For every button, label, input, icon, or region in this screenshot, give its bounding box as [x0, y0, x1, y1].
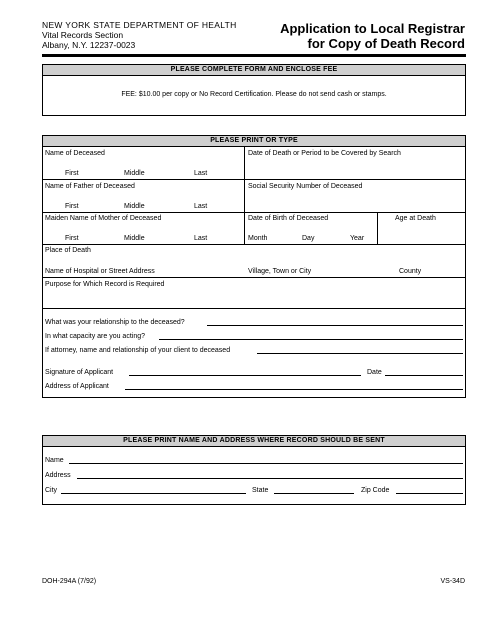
age-death-label: Age at Death — [395, 215, 436, 222]
ssn-label: Social Security Number of Deceased — [248, 183, 363, 190]
date-label: Date — [367, 369, 382, 376]
year-label: Year — [350, 235, 365, 242]
section-name: Vital Records Section — [42, 30, 124, 40]
father-name-label: Name of Father of Deceased — [45, 183, 135, 190]
county-label: County — [399, 268, 422, 275]
fee-box — [42, 64, 466, 116]
mail-address-label: Address — [45, 472, 71, 479]
grid-line — [43, 244, 465, 245]
first-name-label: First — [65, 235, 79, 242]
mail-city-field[interactable] — [61, 493, 246, 494]
place-death-label: Place of Death — [45, 247, 91, 254]
form-title-line-1: Application to Local Registrar — [280, 21, 465, 36]
relationship-field[interactable] — [207, 325, 463, 326]
first-name-label: First — [65, 170, 79, 177]
date-death-label: Date of Death or Period to be Covered by Search — [248, 150, 401, 157]
agency-header — [42, 20, 237, 50]
day-label: Day — [302, 235, 315, 242]
grid-line — [43, 179, 465, 180]
mailing-box-heading: PLEASE PRINT NAME AND ADDRESS WHERE RECORD SHOULD BE SENT — [43, 436, 465, 447]
main-box-heading: PLEASE PRINT OR TYPE — [43, 136, 465, 147]
fee-box-heading: PLEASE COMPLETE FORM AND ENCLOSE FEE — [43, 65, 465, 76]
date-birth-label: Date of Birth of Deceased — [248, 215, 329, 222]
agency-address: Albany, N.Y. 12237-0023 — [42, 40, 136, 50]
header-rule — [42, 54, 466, 57]
mail-zip-field[interactable] — [396, 493, 463, 494]
mail-address-field[interactable] — [77, 478, 463, 479]
fee-text: FEE: $10.00 per copy or No Record Certification. Please do not send cash or stamps. — [121, 91, 387, 98]
purpose-label: Purpose for Which Record is Required — [45, 281, 165, 288]
mail-state-field[interactable] — [274, 493, 354, 494]
village-label: Village, Town or City — [248, 268, 312, 275]
grid-line — [244, 147, 245, 244]
mail-zip-label: Zip Code — [361, 487, 390, 494]
relationship-question: What was your relationship to the deceased? — [45, 319, 185, 326]
mail-state-label: State — [252, 487, 269, 494]
grid-line — [43, 277, 465, 278]
capacity-field[interactable] — [159, 339, 463, 340]
signature-field[interactable] — [129, 375, 361, 376]
first-name-label: First — [65, 203, 79, 210]
grid-line — [43, 212, 465, 213]
last-name-label: Last — [194, 235, 208, 242]
form-title — [280, 21, 465, 51]
form-code: VS-34D — [440, 578, 465, 585]
applicant-address-label: Address of Applicant — [45, 383, 109, 390]
mail-name-field[interactable] — [69, 463, 463, 464]
middle-name-label: Middle — [124, 203, 145, 210]
last-name-label: Last — [194, 203, 208, 210]
name-deceased-label: Name of Deceased — [45, 150, 105, 157]
grid-line — [43, 308, 465, 309]
mail-name-label: Name — [45, 457, 64, 464]
form-title-line-2: for Copy of Death Record — [307, 36, 465, 51]
last-name-label: Last — [194, 170, 208, 177]
main-box — [42, 135, 466, 398]
middle-name-label: Middle — [124, 235, 145, 242]
grid-line — [377, 212, 378, 244]
form-number: DOH-294A (7/92) — [42, 578, 97, 585]
attorney-field[interactable] — [257, 353, 463, 354]
mail-city-label: City — [45, 487, 58, 494]
signature-label: Signature of Applicant — [45, 369, 114, 376]
middle-name-label: Middle — [124, 170, 145, 177]
attorney-question: If attorney, name and relationship of your client to deceased — [45, 347, 231, 354]
mother-maiden-label: Maiden Name of Mother of Deceased — [45, 215, 162, 222]
date-field[interactable] — [385, 375, 463, 376]
department-name: NEW YORK STATE DEPARTMENT OF HEALTH — [42, 20, 237, 30]
capacity-question: In what capacity are you acting? — [45, 333, 146, 340]
mailing-box — [42, 435, 466, 505]
month-label: Month — [248, 235, 268, 242]
applicant-address-field[interactable] — [125, 389, 463, 390]
hospital-label: Name of Hospital or Street Address — [45, 268, 155, 275]
